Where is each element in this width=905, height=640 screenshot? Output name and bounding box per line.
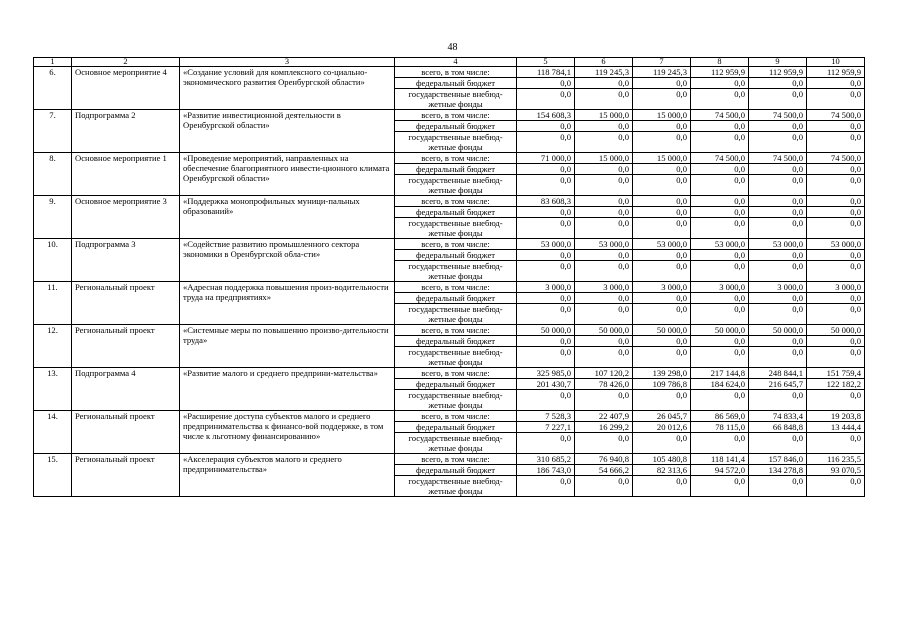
- amount-cell: 0,0: [807, 433, 865, 454]
- funding-source: государственные внебюд-жетные фонды: [395, 347, 517, 368]
- amount-cell: 0,0: [517, 293, 575, 304]
- amount-cell: 184 624,0: [691, 379, 749, 390]
- amount-cell: 74 500,0: [749, 153, 807, 164]
- amount-cell: 0,0: [807, 121, 865, 132]
- table-row: [34, 239, 865, 250]
- amount-cell: 119 245,3: [575, 67, 633, 78]
- funding-source: всего, в том числе:: [395, 368, 517, 379]
- amount-cell: 0,0: [517, 336, 575, 347]
- header-cell: 3: [180, 58, 395, 67]
- item-title: «Развитие малого и среднего предприни-мательства»: [180, 368, 395, 411]
- amount-cell: 325 985,0: [517, 368, 575, 379]
- amount-cell: 0,0: [517, 218, 575, 239]
- amount-cell: 0,0: [517, 250, 575, 261]
- row-number: 11.: [34, 282, 72, 325]
- amount-cell: 0,0: [633, 336, 691, 347]
- amount-cell: 76 940,8: [575, 454, 633, 465]
- amount-cell: 15 000,0: [575, 153, 633, 164]
- amount-cell: 0,0: [749, 132, 807, 153]
- amount-cell: 0,0: [749, 175, 807, 196]
- amount-cell: 0,0: [575, 132, 633, 153]
- amount-cell: 82 313,6: [633, 465, 691, 476]
- header-row: [34, 58, 865, 67]
- amount-cell: 0,0: [749, 218, 807, 239]
- amount-cell: 0,0: [749, 476, 807, 497]
- amount-cell: 0,0: [517, 175, 575, 196]
- funding-source: федеральный бюджет: [395, 164, 517, 175]
- amount-cell: 15 000,0: [575, 110, 633, 121]
- amount-cell: 53 000,0: [749, 239, 807, 250]
- amount-cell: 3 000,0: [691, 282, 749, 293]
- amount-cell: 0,0: [517, 476, 575, 497]
- amount-cell: 0,0: [691, 132, 749, 153]
- amount-cell: 66 848,8: [749, 422, 807, 433]
- amount-cell: 118 784,1: [517, 67, 575, 78]
- amount-cell: 0,0: [633, 250, 691, 261]
- amount-cell: 0,0: [517, 347, 575, 368]
- amount-cell: 0,0: [807, 476, 865, 497]
- table-row: [34, 454, 865, 465]
- amount-cell: 0,0: [749, 304, 807, 325]
- amount-cell: 3 000,0: [517, 282, 575, 293]
- amount-cell: 53 000,0: [807, 239, 865, 250]
- funding-source: федеральный бюджет: [395, 336, 517, 347]
- row-number: 12.: [34, 325, 72, 368]
- amount-cell: 310 685,2: [517, 454, 575, 465]
- table-row: [34, 196, 865, 207]
- funding-source: государственные внебюд-жетные фонды: [395, 132, 517, 153]
- amount-cell: 0,0: [575, 433, 633, 454]
- funding-source: федеральный бюджет: [395, 78, 517, 89]
- funding-source: федеральный бюджет: [395, 422, 517, 433]
- amount-cell: 0,0: [807, 78, 865, 89]
- amount-cell: 3 000,0: [633, 282, 691, 293]
- amount-cell: 0,0: [517, 121, 575, 132]
- table-row: [34, 153, 865, 164]
- header-cell: 10: [807, 58, 865, 67]
- amount-cell: 201 430,7: [517, 379, 575, 390]
- amount-cell: 139 298,0: [633, 368, 691, 379]
- budget-table: [33, 57, 865, 497]
- amount-cell: 0,0: [691, 336, 749, 347]
- funding-source: государственные внебюд-жетные фонды: [395, 433, 517, 454]
- page-number: 48: [447, 42, 458, 53]
- amount-cell: 0,0: [633, 164, 691, 175]
- row-number: 10.: [34, 239, 72, 282]
- table-row: [34, 411, 865, 422]
- item-kind: Основное мероприятие 4: [72, 67, 180, 110]
- amount-cell: 0,0: [691, 304, 749, 325]
- amount-cell: 7 227,1: [517, 422, 575, 433]
- amount-cell: 0,0: [517, 78, 575, 89]
- amount-cell: 0,0: [749, 164, 807, 175]
- amount-cell: 0,0: [575, 347, 633, 368]
- funding-source: всего, в том числе:: [395, 196, 517, 207]
- amount-cell: 0,0: [807, 89, 865, 110]
- funding-source: всего, в том числе:: [395, 282, 517, 293]
- item-kind: Региональный проект: [72, 454, 180, 497]
- amount-cell: 0,0: [807, 250, 865, 261]
- amount-cell: 151 759,4: [807, 368, 865, 379]
- funding-source: всего, в том числе:: [395, 110, 517, 121]
- amount-cell: 50 000,0: [691, 325, 749, 336]
- amount-cell: 53 000,0: [691, 239, 749, 250]
- amount-cell: 0,0: [807, 207, 865, 218]
- amount-cell: 3 000,0: [807, 282, 865, 293]
- item-kind: Региональный проект: [72, 325, 180, 368]
- amount-cell: 0,0: [517, 433, 575, 454]
- amount-cell: 0,0: [575, 78, 633, 89]
- amount-cell: 83 608,3: [517, 196, 575, 207]
- funding-source: всего, в том числе:: [395, 454, 517, 465]
- amount-cell: 0,0: [517, 89, 575, 110]
- amount-cell: 74 500,0: [691, 153, 749, 164]
- amount-cell: 0,0: [749, 336, 807, 347]
- funding-source: всего, в том числе:: [395, 411, 517, 422]
- item-kind: Региональный проект: [72, 282, 180, 325]
- amount-cell: 71 000,0: [517, 153, 575, 164]
- table-row: [34, 325, 865, 336]
- amount-cell: 3 000,0: [575, 282, 633, 293]
- amount-cell: 0,0: [517, 132, 575, 153]
- item-kind: Подпрограмма 3: [72, 239, 180, 282]
- amount-cell: 0,0: [749, 207, 807, 218]
- amount-cell: 0,0: [633, 89, 691, 110]
- item-title: «Расширение доступа субъектов малого и среднего предпринимательства к финансо-вой поддержке, в том числе к льготному финансированию»: [180, 411, 395, 454]
- table-row: [34, 368, 865, 379]
- header-cell: 2: [72, 58, 180, 67]
- amount-cell: 109 786,8: [633, 379, 691, 390]
- funding-source: федеральный бюджет: [395, 207, 517, 218]
- funding-source: всего, в том числе:: [395, 67, 517, 78]
- table-row: [34, 282, 865, 293]
- amount-cell: 0,0: [807, 261, 865, 282]
- amount-cell: 0,0: [691, 218, 749, 239]
- amount-cell: 0,0: [807, 390, 865, 411]
- amount-cell: 0,0: [691, 196, 749, 207]
- amount-cell: 0,0: [691, 433, 749, 454]
- amount-cell: 0,0: [749, 196, 807, 207]
- funding-source: всего, в том числе:: [395, 153, 517, 164]
- amount-cell: 0,0: [633, 476, 691, 497]
- amount-cell: 0,0: [691, 347, 749, 368]
- header-cell: 4: [395, 58, 517, 67]
- amount-cell: 122 182,2: [807, 379, 865, 390]
- amount-cell: 216 645,7: [749, 379, 807, 390]
- amount-cell: 217 144,8: [691, 368, 749, 379]
- amount-cell: 0,0: [633, 433, 691, 454]
- amount-cell: 15 000,0: [633, 153, 691, 164]
- amount-cell: 0,0: [749, 250, 807, 261]
- amount-cell: 50 000,0: [749, 325, 807, 336]
- amount-cell: 0,0: [575, 121, 633, 132]
- amount-cell: 0,0: [807, 347, 865, 368]
- amount-cell: 50 000,0: [633, 325, 691, 336]
- amount-cell: 0,0: [517, 390, 575, 411]
- amount-cell: 0,0: [633, 78, 691, 89]
- amount-cell: 0,0: [575, 218, 633, 239]
- amount-cell: 0,0: [575, 196, 633, 207]
- amount-cell: 112 959,9: [807, 67, 865, 78]
- amount-cell: 0,0: [807, 132, 865, 153]
- row-number: 9.: [34, 196, 72, 239]
- amount-cell: 0,0: [517, 207, 575, 218]
- amount-cell: 74 500,0: [807, 110, 865, 121]
- amount-cell: 54 666,2: [575, 465, 633, 476]
- amount-cell: 0,0: [633, 304, 691, 325]
- amount-cell: 0,0: [691, 261, 749, 282]
- amount-cell: 0,0: [575, 207, 633, 218]
- item-title: «Адресная поддержка повышения произ-водительности труда на предприятиях»: [180, 282, 395, 325]
- item-title: «Проведение мероприятий, направленных на обеспечение благоприятного инвести-ционного климата Оренбургской области»: [180, 153, 395, 196]
- row-number: 13.: [34, 368, 72, 411]
- amount-cell: 0,0: [517, 261, 575, 282]
- amount-cell: 0,0: [807, 304, 865, 325]
- amount-cell: 248 844,1: [749, 368, 807, 379]
- amount-cell: 0,0: [807, 336, 865, 347]
- amount-cell: 0,0: [691, 175, 749, 196]
- amount-cell: 0,0: [575, 89, 633, 110]
- amount-cell: 0,0: [633, 347, 691, 368]
- amount-cell: 0,0: [575, 293, 633, 304]
- amount-cell: 0,0: [633, 390, 691, 411]
- amount-cell: 16 299,2: [575, 422, 633, 433]
- item-kind: Подпрограмма 4: [72, 368, 180, 411]
- amount-cell: 0,0: [691, 89, 749, 110]
- amount-cell: 0,0: [633, 132, 691, 153]
- funding-source: государственные внебюд-жетные фонды: [395, 261, 517, 282]
- amount-cell: 0,0: [749, 78, 807, 89]
- amount-cell: 50 000,0: [517, 325, 575, 336]
- item-title: «Развитие инвестиционной деятельности в Оренбургской области»: [180, 110, 395, 153]
- table-row: [34, 67, 865, 78]
- amount-cell: 0,0: [575, 261, 633, 282]
- amount-cell: 7 528,3: [517, 411, 575, 422]
- amount-cell: 112 959,9: [691, 67, 749, 78]
- funding-source: государственные внебюд-жетные фонды: [395, 218, 517, 239]
- amount-cell: 50 000,0: [807, 325, 865, 336]
- funding-source: государственные внебюд-жетные фонды: [395, 390, 517, 411]
- amount-cell: 134 278,8: [749, 465, 807, 476]
- amount-cell: 0,0: [807, 175, 865, 196]
- funding-source: всего, в том числе:: [395, 239, 517, 250]
- header-cell: 5: [517, 58, 575, 67]
- amount-cell: 22 407,9: [575, 411, 633, 422]
- amount-cell: 0,0: [691, 121, 749, 132]
- amount-cell: 0,0: [749, 347, 807, 368]
- amount-cell: 0,0: [633, 196, 691, 207]
- amount-cell: 0,0: [691, 476, 749, 497]
- item-title: «Создание условий для комплексного со-циально-экономического развития Оренбургской области»: [180, 67, 395, 110]
- amount-cell: 15 000,0: [633, 110, 691, 121]
- amount-cell: 0,0: [807, 218, 865, 239]
- amount-cell: 107 120,2: [575, 368, 633, 379]
- amount-cell: 0,0: [691, 293, 749, 304]
- funding-source: государственные внебюд-жетные фонды: [395, 89, 517, 110]
- row-number: 14.: [34, 411, 72, 454]
- amount-cell: 0,0: [749, 121, 807, 132]
- amount-cell: 0,0: [749, 261, 807, 282]
- amount-cell: 186 743,0: [517, 465, 575, 476]
- amount-cell: 19 203,8: [807, 411, 865, 422]
- row-number: 7.: [34, 110, 72, 153]
- row-number: 6.: [34, 67, 72, 110]
- item-title: «Системные меры по повышению произво-дительности труда»: [180, 325, 395, 368]
- amount-cell: 0,0: [807, 293, 865, 304]
- amount-cell: 0,0: [633, 218, 691, 239]
- funding-source: федеральный бюджет: [395, 293, 517, 304]
- header-cell: 7: [633, 58, 691, 67]
- amount-cell: 94 572,0: [691, 465, 749, 476]
- amount-cell: 0,0: [633, 207, 691, 218]
- amount-cell: 53 000,0: [575, 239, 633, 250]
- amount-cell: 118 141,4: [691, 454, 749, 465]
- amount-cell: 0,0: [575, 336, 633, 347]
- funding-source: государственные внебюд-жетные фонды: [395, 476, 517, 497]
- amount-cell: 0,0: [749, 293, 807, 304]
- amount-cell: 0,0: [633, 121, 691, 132]
- header-cell: 6: [575, 58, 633, 67]
- amount-cell: 26 045,7: [633, 411, 691, 422]
- amount-cell: 13 444,4: [807, 422, 865, 433]
- amount-cell: 0,0: [691, 207, 749, 218]
- funding-source: всего, в том числе:: [395, 325, 517, 336]
- funding-source: федеральный бюджет: [395, 379, 517, 390]
- amount-cell: 0,0: [575, 175, 633, 196]
- amount-cell: 53 000,0: [633, 239, 691, 250]
- amount-cell: 0,0: [575, 304, 633, 325]
- amount-cell: 157 846,0: [749, 454, 807, 465]
- item-title: «Содействие развитию промышленного сектора экономики в Оренбургской обла-сти»: [180, 239, 395, 282]
- amount-cell: 74 500,0: [749, 110, 807, 121]
- item-kind: Подпрограмма 2: [72, 110, 180, 153]
- amount-cell: 78 426,0: [575, 379, 633, 390]
- funding-source: государственные внебюд-жетные фонды: [395, 304, 517, 325]
- amount-cell: 0,0: [807, 164, 865, 175]
- amount-cell: 74 500,0: [807, 153, 865, 164]
- row-number: 8.: [34, 153, 72, 196]
- table-row: [34, 110, 865, 121]
- funding-source: федеральный бюджет: [395, 121, 517, 132]
- header-cell: 8: [691, 58, 749, 67]
- item-kind: Основное мероприятие 1: [72, 153, 180, 196]
- amount-cell: 74 833,4: [749, 411, 807, 422]
- amount-cell: 116 235,5: [807, 454, 865, 465]
- amount-cell: 93 070,5: [807, 465, 865, 476]
- amount-cell: 154 608,3: [517, 110, 575, 121]
- amount-cell: 74 500,0: [691, 110, 749, 121]
- header-cell: 9: [749, 58, 807, 67]
- item-title: «Акселерация субъектов малого и среднего предпринимательства»: [180, 454, 395, 497]
- amount-cell: 0,0: [749, 433, 807, 454]
- header-cell: 1: [34, 58, 72, 67]
- amount-cell: 0,0: [633, 261, 691, 282]
- amount-cell: 0,0: [691, 164, 749, 175]
- amount-cell: 20 012,6: [633, 422, 691, 433]
- amount-cell: 0,0: [691, 250, 749, 261]
- amount-cell: 119 245,3: [633, 67, 691, 78]
- amount-cell: 0,0: [749, 89, 807, 110]
- amount-cell: 0,0: [517, 164, 575, 175]
- amount-cell: 0,0: [749, 390, 807, 411]
- amount-cell: 50 000,0: [575, 325, 633, 336]
- amount-cell: 0,0: [575, 390, 633, 411]
- item-kind: Основное мероприятие 3: [72, 196, 180, 239]
- amount-cell: 0,0: [517, 304, 575, 325]
- row-number: 15.: [34, 454, 72, 497]
- item-kind: Региональный проект: [72, 411, 180, 454]
- amount-cell: 0,0: [633, 175, 691, 196]
- amount-cell: 86 569,0: [691, 411, 749, 422]
- amount-cell: 0,0: [575, 250, 633, 261]
- amount-cell: 112 959,9: [749, 67, 807, 78]
- amount-cell: 3 000,0: [749, 282, 807, 293]
- funding-source: государственные внебюд-жетные фонды: [395, 175, 517, 196]
- funding-source: федеральный бюджет: [395, 250, 517, 261]
- funding-source: федеральный бюджет: [395, 465, 517, 476]
- item-title: «Поддержка монопрофильных муници-пальных образований»: [180, 196, 395, 239]
- amount-cell: 53 000,0: [517, 239, 575, 250]
- amount-cell: 105 480,8: [633, 454, 691, 465]
- amount-cell: 78 115,0: [691, 422, 749, 433]
- amount-cell: 0,0: [633, 293, 691, 304]
- amount-cell: 0,0: [691, 390, 749, 411]
- amount-cell: 0,0: [807, 196, 865, 207]
- amount-cell: 0,0: [575, 476, 633, 497]
- amount-cell: 0,0: [691, 78, 749, 89]
- amount-cell: 0,0: [575, 164, 633, 175]
